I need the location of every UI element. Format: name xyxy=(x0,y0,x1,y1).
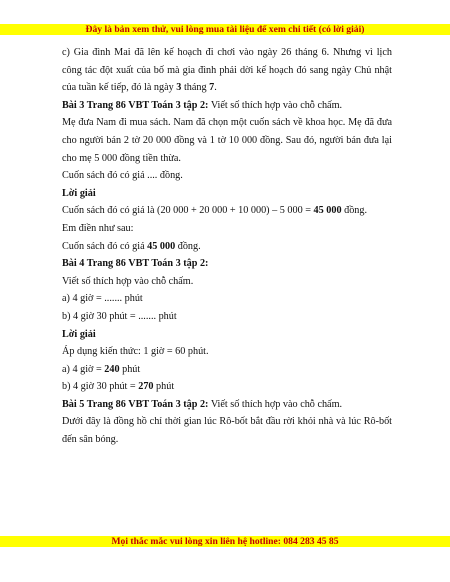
bai5-problem: Dưới đây là đồng hồ chỉ thời gian lúc Rô-bốt bắt đầu rời khỏi nhà và lúc Rô-bốt đến sân bóng. xyxy=(62,416,392,446)
intro-text: c) Gia đình Mai đã lên kế hoạch đi chơi vào ngày 26 tháng 6. Nhưng vì lịch công tác đột xuất của bố mà gia đình phải dời kế hoạch đó sang ngày Chủ nhật của tuần kế tiếp, đó là ngày xyxy=(62,47,392,94)
bai3-question: Cuốn sách đó có giá .... đồng. xyxy=(62,170,183,182)
bai4-question-a: a) 4 giờ = ....... phút xyxy=(62,293,143,305)
bai3-solution-label xyxy=(62,185,392,203)
bai4-answer-b-text: b) 4 giờ 30 phút = xyxy=(62,381,139,393)
bai4-solution-label xyxy=(62,326,392,344)
solution-label: Lời giải xyxy=(62,328,96,340)
bai4-answer-a-text: a) 4 giờ = xyxy=(62,363,105,375)
bai3-fill-label: Em điền như sau: xyxy=(62,222,134,234)
bai4-answer-a xyxy=(62,361,392,379)
bai3-fill xyxy=(62,238,392,256)
hotline-banner xyxy=(0,536,450,547)
intro-month: 7 xyxy=(209,82,215,94)
bai4-instruction: Viết số thích hợp vào chỗ chấm. xyxy=(62,275,194,287)
document-content xyxy=(62,44,392,449)
bai3-heading: Bài 3 Trang 86 VBT Toán 3 tập 2: xyxy=(62,99,209,111)
bai4-title xyxy=(62,255,392,273)
bai3-solution-answer: 45 000 xyxy=(313,205,342,217)
bai4-answer-a-unit: phút xyxy=(119,363,141,375)
bai3-fill-answer: 45 000 xyxy=(147,240,176,252)
preview-notice-text: Đây là bản xem thử, vui lòng mua tài liệu để xem chi tiết (có lời giải) xyxy=(85,24,365,35)
bai3-instruction: Viết số thích hợp vào chỗ chấm. xyxy=(208,99,343,111)
preview-notice-banner xyxy=(0,24,450,35)
intro-text-month: tháng xyxy=(181,82,210,94)
bai4-question-b: b) 4 giờ 30 phút = ....... phút xyxy=(62,310,177,322)
bai4-knowledge: Áp dụng kiến thức: 1 giờ = 60 phút. xyxy=(62,346,209,358)
bai5-instruction: Viết số thích hợp vào chỗ chấm. xyxy=(208,398,343,410)
bai3-fill-unit: đồng. xyxy=(175,240,201,252)
intro-period: . xyxy=(214,82,217,94)
bai4-answer-a-value: 240 xyxy=(104,363,120,375)
bai3-fill-text: Cuốn sách đó có giá xyxy=(62,240,148,252)
intro-day: 3 xyxy=(176,82,182,94)
bai4-heading: Bài 4 Trang 86 VBT Toán 3 tập 2: xyxy=(62,258,209,270)
bai3-solution-unit: đồng. xyxy=(341,205,368,217)
bai5-title xyxy=(62,396,392,414)
hotline-text: Mọi thắc mắc vui lòng xin liên hệ hotline: 084 283 45 85 xyxy=(111,536,339,547)
solution-label: Lời giải xyxy=(62,187,96,199)
bai3-title xyxy=(62,97,392,115)
bai3-solution-text: Cuốn sách đó có giá là (20 000 + 20 000 + 10 000) – 5 000 = xyxy=(62,205,314,217)
bai4-answer-b xyxy=(62,378,392,396)
bai3-problem: Mẹ đưa Nam đi mua sách. Nam đã chọn một cuốn sách về khoa học. Mẹ đã đưa cho người bán 2 tờ 20 000 đồng và 1 tờ 10 000 đồng. Sau đó, người bán đưa lại cho mẹ 5 000 đồng tiền thừa. xyxy=(62,117,392,164)
bai5-heading: Bài 5 Trang 86 VBT Toán 3 tập 2: xyxy=(62,398,209,410)
bai3-solution xyxy=(62,202,392,220)
intro-paragraph xyxy=(62,44,392,97)
bai4-answer-b-value: 270 xyxy=(138,381,154,393)
bai4-answer-b-unit: phút xyxy=(153,381,175,393)
